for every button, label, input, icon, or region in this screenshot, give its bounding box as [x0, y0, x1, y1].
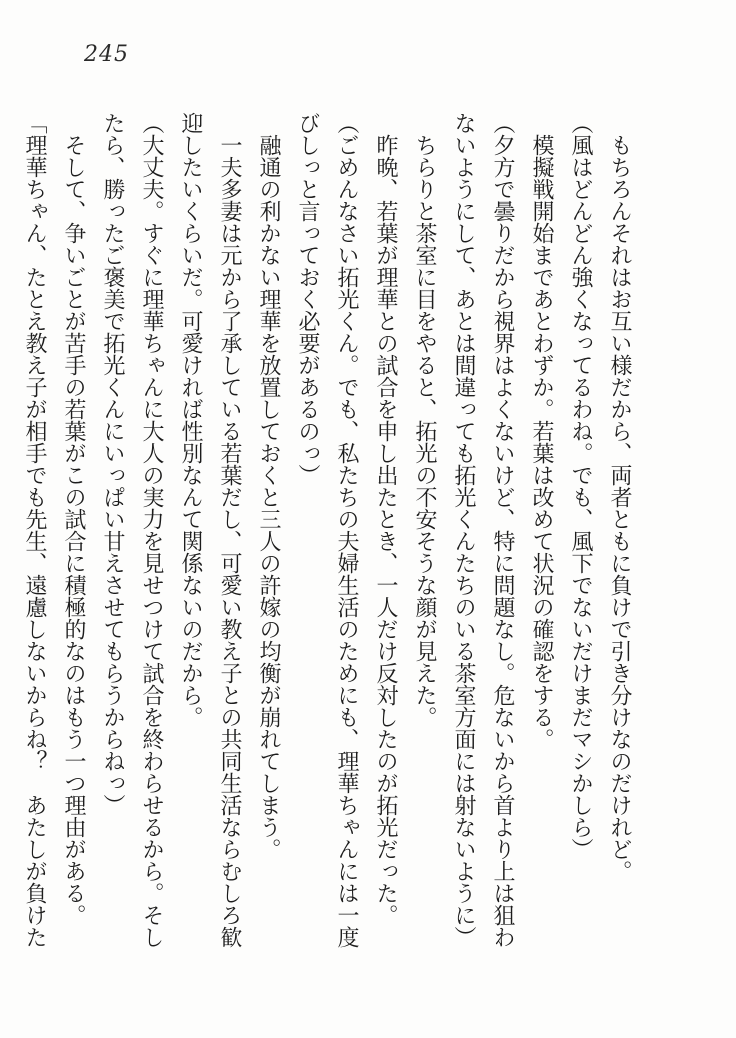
paragraph: （ごめんなさい拓光くん。でも、私たちの夫婦生活のためにも、理華ちゃんには一度びしっと言っておく必要があるのっ） — [296, 112, 360, 948]
paragraph: （風はどんどん強くなってるわね。でも、風下でないだけまだマシかしら） — [569, 112, 594, 860]
paragraph: もちろんそれはお互い様だから、両者ともに負けで引き分けなのだけれど。 — [608, 134, 633, 882]
paragraph: （大丈夫。すぐに理華ちゃんに大人の実力を見せつけて試合を終わらせるから。そしたら、勝ったご褒美で拓光くんにいっぱい甘えさせてもらうからねっ） — [101, 112, 165, 948]
paragraph: 昨晩、若葉が理華との試合を申し出たとき、一人だけ反対したのが拓光だった。 — [374, 134, 399, 926]
page-number: 245 — [84, 42, 129, 67]
paragraph: そして、争いごとが苦手の若葉がこの試合に積極的なのはもう一つ理由がある。 — [62, 134, 87, 926]
paragraph: （夕方で曇りだから視界はよくないけど、特に問題なし。危ないから首より上は狙わないようにして、あとは間違っても拓光くんたちのいる茶室方面には射ないように） — [452, 112, 516, 948]
text-block — [16, 112, 640, 957]
paragraph: ちらりと茶室に目をやると、拓光の不安そうな顔が見えた。 — [413, 134, 438, 728]
paragraph: 模擬戦開始まであとわずか。若葉は改めて状況の確認をする。 — [530, 134, 555, 750]
paragraph: 「理華ちゃん、たとえ教え子が相手でも先生、遠慮しないからね？ あたしが負けた — [23, 112, 48, 948]
paragraph: 一夫多妻は元から了承している若葉だし、可愛い教え子との共同生活ならむしろ歓迎したいくらいだ。可愛ければ性別なんて関係ないのだから。 — [179, 112, 243, 948]
paragraph: 融通の利かない理華を放置しておくと三人の許嫁の均衡が崩れてしまう。 — [257, 134, 282, 860]
